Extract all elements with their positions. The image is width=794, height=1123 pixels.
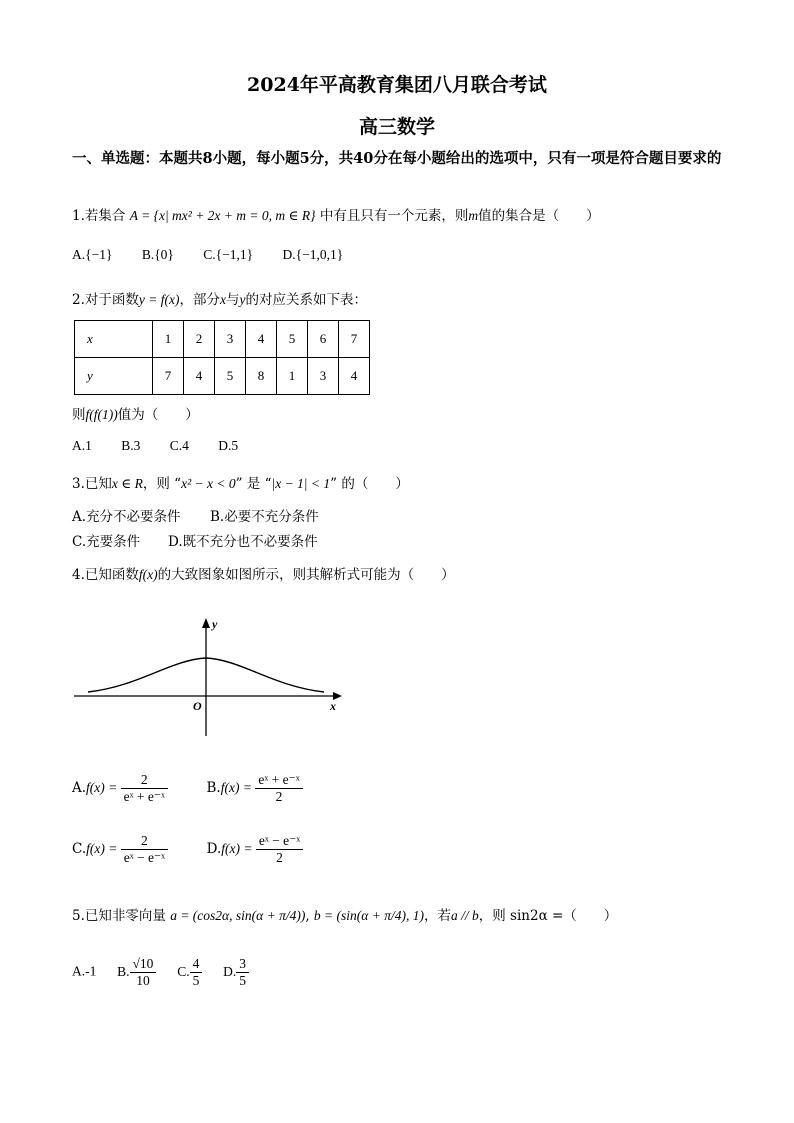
q4-option-a[interactable]: A.f(x) = $\frac{2}{\text{eˣ + e⁻ˣ}}$ [72, 780, 172, 796]
origin-label: O [193, 699, 202, 713]
table-cell: 3 [308, 358, 339, 395]
q2-option-b[interactable]: B.3 [121, 438, 141, 453]
option-label: D. [223, 963, 237, 979]
table-cell: 5 [215, 358, 246, 395]
question-4 [72, 563, 455, 583]
q3-options-row1 [72, 505, 319, 525]
q5-vector-b: b = (sin(α + π/4), 1) [313, 908, 424, 923]
table-cell: 3 [215, 321, 246, 358]
q5-parallel: a // b [450, 908, 479, 923]
q5-mid: ，若 [423, 908, 451, 924]
q4-func: f(x) [138, 567, 158, 582]
exam-title: 2024年平高教育集团八月联合考试 [247, 74, 547, 96]
q2-x: x [219, 292, 226, 307]
table-cell: 7 [339, 321, 370, 358]
q3-p: x² − x < 0 [181, 476, 236, 491]
q3-mid2: ” 是 “ [235, 476, 272, 492]
q3-suffix: ” 的（ ） [330, 476, 409, 492]
table-row-x [75, 321, 370, 358]
q2-ask-prefix: 则 [72, 407, 86, 423]
q1-option-c[interactable]: C.{−1,1} [203, 247, 254, 262]
q1-options [72, 247, 369, 263]
q2-suffix: 的对应关系如下表： [245, 292, 367, 308]
q3-q: |x − 1| < 1 [271, 476, 331, 491]
q2-ask [72, 403, 199, 423]
q2-ask-expr: f(f(1)) [85, 407, 118, 422]
q3-option-b[interactable]: B.必要不充分条件 [210, 509, 319, 525]
table-cell: 6 [308, 321, 339, 358]
q2-ask-suffix: 值为（ ） [117, 407, 199, 423]
question-2 [72, 288, 367, 308]
q2-y: y [239, 292, 246, 307]
q3-option-a[interactable]: A.充分不必要条件 [72, 509, 181, 525]
table-cell: 8 [246, 358, 277, 395]
frac-numerator: 3 [239, 956, 246, 971]
frac-denominator: eˣ − e⁻ˣ [121, 849, 168, 866]
q1-var: m [468, 208, 479, 223]
q2-option-d[interactable]: D.5 [218, 438, 239, 453]
frac-numerator: 2 [140, 772, 148, 787]
table-cell: 4 [184, 358, 215, 395]
frac-denominator: 2 [256, 849, 303, 866]
option-value: -1 [85, 963, 97, 979]
q2-prefix: 2.对于函数 [72, 292, 139, 308]
q2-options [72, 438, 264, 454]
frac-denominator: 2 [255, 788, 302, 805]
section-header: 一、单选题：本题共8小题，每小题5分，共40分在每小题给出的选项中，只有一项是符合题目要求的 [72, 150, 722, 167]
option-label: C. [177, 963, 190, 979]
q5-option-a[interactable] [72, 964, 96, 979]
question-3 [72, 472, 409, 492]
q5-suffix: ，则 sin2α =（ ） [478, 908, 618, 924]
option-label: C. [72, 841, 87, 857]
q2-and: 与 [225, 292, 240, 308]
q3-prefix: 3.已知 [72, 476, 112, 492]
q2-value-table [74, 320, 370, 395]
frac-denominator: 5 [190, 972, 203, 989]
table-cell: 4 [339, 358, 370, 395]
table-header-x: x [75, 321, 153, 358]
table-cell: 7 [153, 358, 184, 395]
q5-vector-a: a = (cos2α, sin(α + π/4)) [170, 908, 306, 923]
q1-suffix2: 值的集合是（ ） [478, 208, 600, 224]
table-cell: 1 [277, 358, 308, 395]
q4-option-d[interactable]: D.f(x) = $\frac{\text{eˣ − e⁻ˣ}}{2}$ [207, 841, 304, 857]
exam-subtitle: 高三数学 [358, 116, 435, 138]
option-label: D. [206, 841, 222, 857]
frac-numerator: 2 [141, 833, 148, 848]
q1-suffix: 中有且只有一个元素，则 [319, 208, 469, 224]
y-axis-arrow [202, 618, 210, 628]
option-label: B. [117, 963, 130, 979]
q4-options-row2 [72, 833, 303, 866]
q2-mid: ，部分 [179, 292, 220, 308]
q1-option-d[interactable]: D.{−1,0,1} [282, 247, 344, 262]
frac-numerator: √10 [132, 956, 154, 971]
q1-set-expr: A = {x| mx² + 2x + m = 0, m ∈ R} [129, 208, 316, 223]
q5-option-d[interactable] [223, 956, 249, 988]
q1-prefix: 1.若集合 [72, 208, 126, 224]
q1-option-a[interactable]: A.{−1} [72, 247, 113, 262]
q3-mid: ，则 “ [142, 476, 182, 492]
q1-option-b[interactable]: B.{0} [141, 247, 174, 262]
table-cell: 4 [246, 321, 277, 358]
frac-numerator: 4 [192, 956, 200, 971]
q2-option-c[interactable]: C.4 [169, 438, 189, 453]
q2-option-a[interactable]: A.1 [72, 438, 92, 453]
q3-option-c[interactable]: C.充要条件 [72, 534, 141, 550]
question-5: 5.已知非零向量 a = (cos2α, sin(α + π/4)), b = (sin(α + π/4), 1)，若a // b，则 sin2α =（ ） [72, 908, 618, 924]
table-header-y: y [75, 358, 153, 395]
option-label: B. [206, 780, 221, 796]
q5-option-b[interactable] [117, 956, 156, 988]
q5-option-c[interactable] [177, 956, 202, 988]
frac-denominator: 5 [236, 972, 249, 989]
table-row-y [75, 358, 370, 395]
q4-prefix: 4.已知函数 [72, 567, 139, 583]
q4-suffix: 的大致图象如图所示，则其解析式可能为（ ） [157, 567, 455, 583]
q4-option-b[interactable]: B.f(x) = $\frac{\text{eˣ + e⁻ˣ}}{2}$ [207, 780, 303, 796]
q5-prefix: 5.已知非零向量 [72, 908, 166, 924]
table-cell: 5 [277, 321, 308, 358]
q4-function-graph [70, 612, 360, 742]
q4-options-row1 [72, 772, 303, 805]
frac-denominator: 10 [130, 972, 157, 989]
option-label: A. [72, 780, 87, 796]
y-axis-label: y [212, 617, 218, 631]
q3-option-d[interactable]: D.既不充分也不必要条件 [168, 534, 318, 550]
question-1 [72, 204, 600, 224]
q2-func: y = f(x) [138, 292, 180, 307]
q5-options [72, 956, 249, 989]
q4-option-c[interactable]: C.f(x) = $\frac{2}{\text{eˣ − e⁻ˣ}}$ [72, 841, 172, 857]
frac-denominator: eˣ + e⁻ˣ [121, 788, 168, 805]
table-cell: 1 [153, 321, 184, 358]
option-label: A. [72, 963, 86, 979]
frac-numerator: eˣ − e⁻ˣ [258, 833, 301, 848]
q3-cond: x ∈ R [111, 476, 143, 491]
frac-numerator: eˣ + e⁻ˣ [258, 772, 300, 787]
x-axis-label: x [330, 699, 336, 713]
table-cell: 2 [184, 321, 215, 358]
q3-options-row2 [72, 530, 318, 550]
